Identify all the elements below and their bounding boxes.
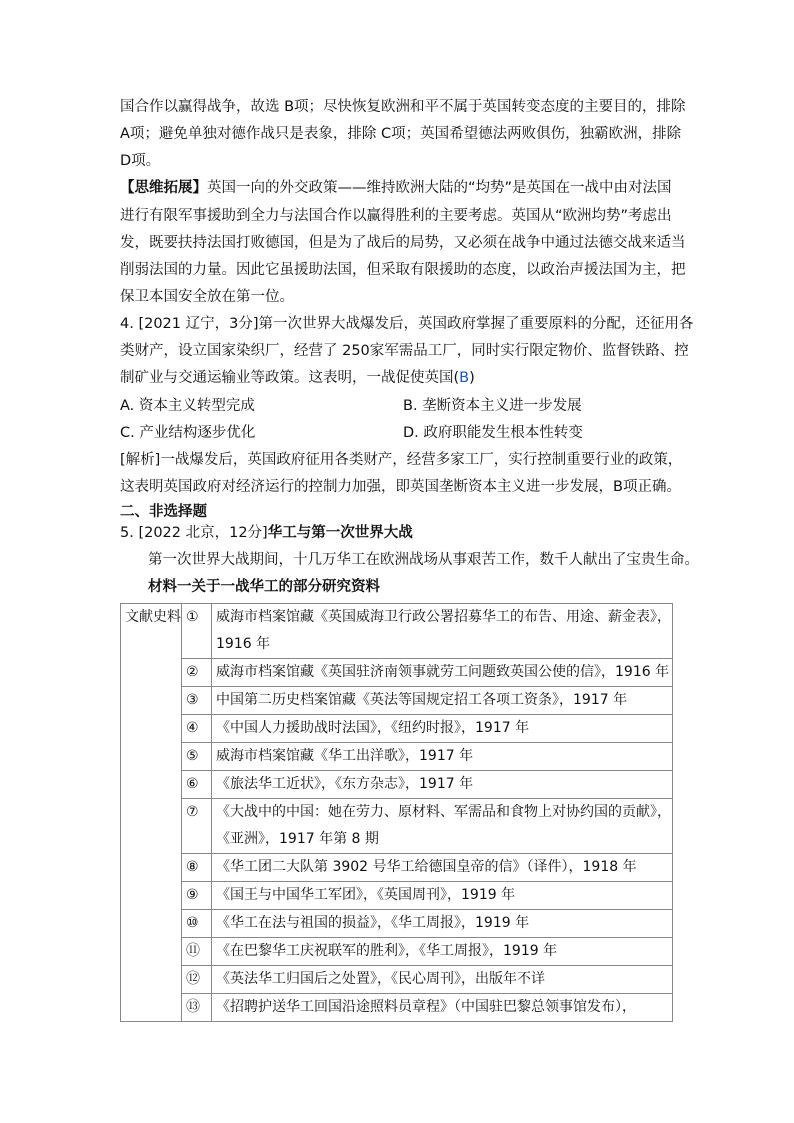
table-row (121, 743, 673, 771)
row-number: ⑫ (182, 966, 212, 994)
material-title: 材料一关于一战华工的部分研究资料 (148, 579, 380, 595)
row-number: ⑩ (182, 910, 212, 938)
table-row (121, 882, 673, 910)
row-text: 《招聘护送华工回国沿途照料员章程》（中国驻巴黎总领事馆发布）， (212, 994, 673, 1022)
row-text: 《中国人力援助战时法国》，《纽约时报》，1917 年 (212, 715, 673, 743)
row-text: 威海市档案馆藏《英国驻济南领事就劳工问题致英国公使的信》，1916 年 (212, 659, 673, 687)
row-text: 《在巴黎华工庆祝联军的胜利》，《华工周报》，1919 年 (212, 938, 673, 966)
q4-stem-close: ) (469, 370, 475, 386)
row-number: ⑬ (182, 994, 212, 1022)
row-text: 《华工团二大队第 3902 号华工给德国皇帝的信》（译件），1918 年 (212, 854, 673, 882)
q5-header-source: 5. [2022 北京，12分] (120, 525, 268, 541)
row-text: 《华工在法与祖国的损益》，《华工周报》，1919 年 (212, 910, 673, 938)
q4-option-d: D. 政府职能发生根本性转变 (403, 425, 583, 441)
table-row (121, 854, 673, 882)
thinking-line: 保卫本国安全放在第一位。 (120, 289, 294, 305)
thinking-line (120, 178, 672, 198)
row-number: ① (182, 604, 212, 659)
paragraph-line: D项。 (120, 153, 161, 169)
q4-option-b: B. 垄断资本主义进一步发展 (403, 398, 582, 414)
q4-stem-line: 4. [2021 辽宁，3分]第一次世界大战爆发后，英国政府掌握了重要原料的分配，还征用各 (120, 316, 694, 332)
table-row (121, 659, 673, 687)
table-row (121, 966, 673, 994)
q4-analysis-line: [解析]一战爆发后，英国政府征用各类财产，经营多家工厂，实行控制重要行业的政策， (120, 452, 683, 468)
q5-intro: 第一次世界大战期间，十几万华工在欧洲战场从事艰苦工作，数千人献出了宝贵生命。 (148, 552, 699, 568)
row-text: 中国第二历史档案馆藏《英法等国规定招工各项工资条》，1917 年 (212, 687, 673, 715)
row-text: 《旅法华工近状》，《东方杂志》，1917 年 (212, 771, 673, 799)
row-number: ⑥ (182, 771, 212, 799)
section-title: 二、非选择题 (120, 504, 207, 520)
q4-stem-line (120, 368, 475, 388)
row-text: 《国王与中国华工军团》，《英国周刊》，1919 年 (212, 882, 673, 910)
row-text: 威海市档案馆藏《华工出洋歌》，1917 年 (212, 743, 673, 771)
table-row (121, 994, 673, 1022)
row-text: 威海市档案馆藏《英国威海卫行政公署招募华工的布告、用途、薪金表》，1916 年 (212, 604, 673, 659)
category-cell: 文献史料 (121, 604, 182, 1022)
paragraph-line: A项；避免单独对德作战只是表象，排除 C项；英国希望德法两败俱伤，独霸欧洲，排除 (120, 126, 682, 142)
q4-stem-line: 类财产，设立国家染织厂，经营了 250家军需品工厂，同时实行限定物价、监督铁路、控 (120, 343, 689, 359)
thinking-text: 英国一向的外交政策——维持欧洲大陆的“均势”是英国在一战中由对法国 (207, 180, 672, 196)
q5-header-title: 华工与第一次世界大战 (267, 525, 413, 541)
table-row (121, 910, 673, 938)
row-number: ⑨ (182, 882, 212, 910)
row-number: ③ (182, 687, 212, 715)
table-row (121, 715, 673, 743)
table-row (121, 771, 673, 799)
row-number: ⑤ (182, 743, 212, 771)
paragraph-line: 国合作以赢得战争，故选 B项；尽快恢复欧洲和平不属于英国转变态度的主要目的，排除 (120, 99, 686, 115)
q4-option-a: A. 资本主义转型完成 (120, 398, 255, 414)
q4-option-c: C. 产业结构逐步优化 (120, 425, 256, 441)
row-number: ⑧ (182, 854, 212, 882)
thinking-line: 发，既要扶持法国打败德国，但是为了战后的局势，又必须在战争中通过法德交战来适当 (120, 235, 686, 251)
q4-stem-text: 制矿业与交通运输业等政策。这表明，一战促使英国( (120, 370, 460, 386)
table-row (121, 799, 673, 854)
q4-analysis-line: 这表明英国政府对经济运行的控制力加强，即英国垄断资本主义进一步发展，B项正确。 (120, 479, 681, 495)
materials-table (120, 603, 673, 1022)
row-text: 《大战中的中国：她在劳力、原材料、军需品和食物上对协约国的贡献》，《亚洲》，1917 年第 8 期 (212, 799, 673, 854)
table-row (121, 687, 673, 715)
row-number: ④ (182, 715, 212, 743)
row-number: ② (182, 659, 212, 687)
row-text: 《英法华工归国后之处置》，《民心周刊》，出版年不详 (212, 966, 673, 994)
table-row (121, 938, 673, 966)
thinking-line: 削弱法国的力量。因此它虽援助法国，但采取有限援助的态度，以政治声援法国为主，把 (120, 262, 686, 278)
thinking-label: 【思维拓展】 (120, 180, 207, 196)
row-number: ⑪ (182, 938, 212, 966)
table-row (121, 604, 673, 659)
q4-answer: B (459, 370, 470, 386)
thinking-line: 进行有限军事援助到全力与法国合作以赢得胜利的主要考虑。英国从“欧洲均势”考虑出 (120, 208, 672, 224)
q5-header (120, 523, 413, 543)
row-number: ⑦ (182, 799, 212, 854)
